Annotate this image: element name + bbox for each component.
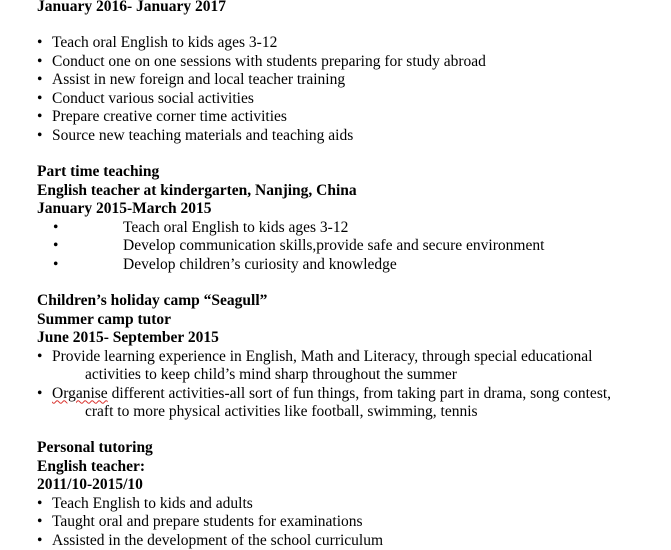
section3-item-text-line1: Provide learning experience in English, Math and Literacy, through special educational [52,347,593,365]
bullet-icon: • [53,218,59,236]
section4-item-text: Taught oral and prepare students for examinations [52,513,363,530]
section2-role: English teacher at kindergarten, Nanjing, China [37,181,357,199]
section2-item-text: Develop children’s curiosity and knowledge [123,255,397,273]
bullet-icon: • [37,531,43,549]
section3-item-text-line2: activities to keep child’s mind sharp throughout the summer [85,366,457,383]
bullet-icon: • [37,384,43,402]
section4-role: English teacher: [37,457,146,475]
bullet-icon: • [37,108,43,125]
section4-item-text: Assisted in the development of the school curriculum [52,531,384,549]
section3-role: Summer camp tutor [37,310,172,328]
section2-item-text: Develop communication skills,provide safe and secure environment [123,237,545,254]
section3-item-text-rest: different activities-all sort of fun things, from taking part in drama, song contest, [107,384,612,402]
section3-date: June 2015- September 2015 [37,329,219,346]
bullet-icon: • [37,347,43,365]
section2-item-text: Teach oral English to kids ages 3-12 [123,218,349,236]
section3-item-text-line2: craft to more physical activities like football, swimming, tennis [85,403,478,420]
section4-date: 2011/10-2015/10 [37,476,143,493]
bullet-icon: • [37,126,43,144]
section3-item-text-line1 [52,385,611,403]
bullet-icon: • [37,89,43,107]
section2-title: Part time teaching [37,163,160,180]
bullet-icon: • [37,34,43,51]
section1-item-text: Prepare creative corner time activities [52,108,287,125]
section3-title: Children’s holiday camp “Seagull” [37,292,268,309]
bullet-icon: • [37,494,43,512]
section1-item-text: Teach oral English to kids ages 3-12 [52,34,278,51]
section4-item-text: Teach English to kids and adults [52,494,253,512]
bullet-icon: • [53,255,59,273]
bullet-icon: • [53,237,59,254]
section1-date: January 2016- January 2017 [37,0,227,15]
bullet-icon: • [37,513,43,530]
misspelled-word[interactable]: Organise [52,384,108,402]
section4-title: Personal tutoring [37,439,153,456]
section1-item-text: Assist in new foreign and local teacher training [52,71,346,88]
section2-date: January 2015-March 2015 [37,200,212,217]
bullet-icon: • [37,71,43,88]
bullet-icon: • [37,52,43,70]
section1-item-text: Conduct one on one sessions with students preparing for study abroad [52,52,486,70]
section1-item-text: Source new teaching materials and teaching aids [52,126,354,144]
section1-item-text: Conduct various social activities [52,89,254,107]
